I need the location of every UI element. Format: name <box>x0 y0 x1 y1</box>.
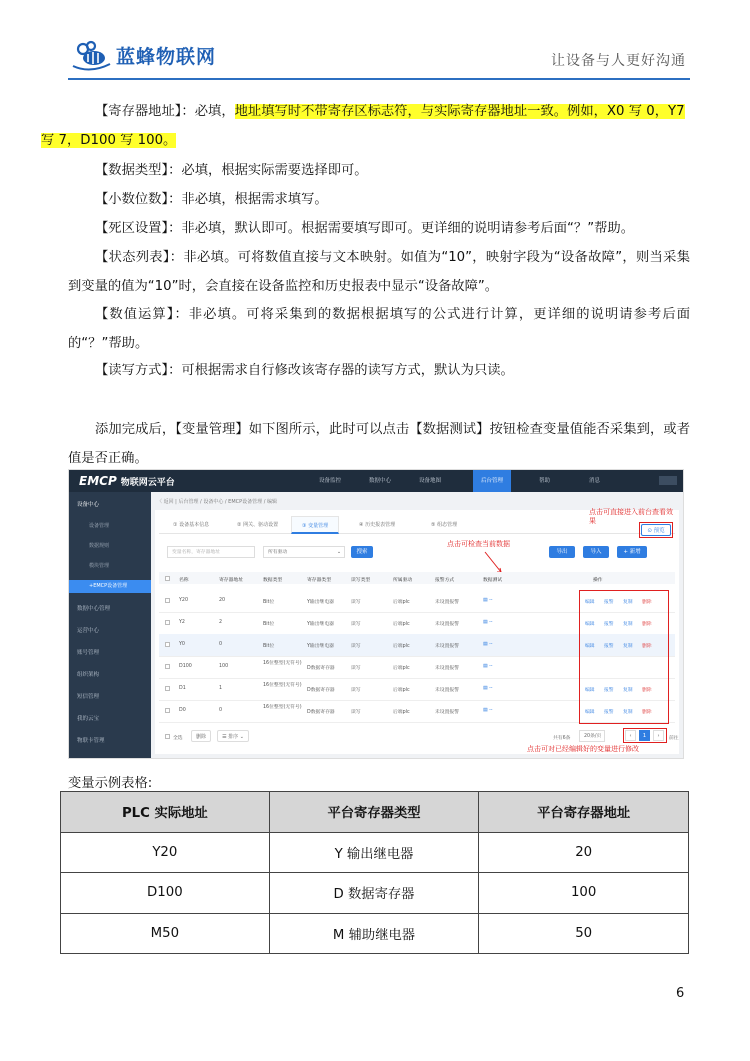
annotation-preview: 点击可直接进入前台查看效果 <box>589 508 673 525</box>
row-checkbox[interactable] <box>165 642 170 647</box>
cell-dtype: Bit位 <box>263 644 275 649</box>
op-edit-link[interactable]: 编辑 <box>585 622 595 627</box>
brand-sub: 物联网云平台 <box>120 478 175 488</box>
cell-name: Y20 <box>179 598 189 603</box>
data-test-icon: ▤ <box>483 598 490 603</box>
sidebar-accounts[interactable]: 账号管理 <box>77 650 100 656</box>
cell-addr: 0 <box>219 642 223 647</box>
sidebar-device-manage[interactable]: 设备管理 <box>89 523 110 529</box>
cell-addr: 1 <box>219 686 223 691</box>
page-header <box>68 38 690 80</box>
data-test-value: -- <box>489 686 493 691</box>
cell-rw: 读写 <box>351 710 361 715</box>
row-checkbox[interactable] <box>165 598 170 603</box>
op-copy-link[interactable]: 复制 <box>623 644 633 649</box>
cell-rw: 读写 <box>351 600 361 605</box>
chevron-right-icon: › <box>657 733 660 739</box>
reg-addr-highlight: 地址填写时不带寄存区标志符，与实际寄存器地址一致。例如，X0 写 0，Y7 <box>234 104 685 119</box>
table-row <box>61 913 689 954</box>
total-count: 共有6条 <box>553 736 571 741</box>
cell-dtype: Bit位 <box>263 600 275 605</box>
paragraph-after-add: 添加完成后，【变量管理】如下图所示，此时可以点击【数据测试】按钮检查变量值能否采集到，或者值是否正确。 <box>68 422 690 466</box>
data-test-button[interactable] <box>483 642 493 647</box>
cell-rtype: D数据寄存器 <box>307 688 335 693</box>
row-checkbox[interactable] <box>165 686 170 691</box>
col-test: 数据测试 <box>483 578 503 583</box>
select-all-label: 全选 <box>173 736 183 741</box>
cell-drv: 后端plc <box>393 666 410 671</box>
nav-messages[interactable]: 消息 <box>589 478 601 484</box>
row-checkbox[interactable] <box>165 708 170 713</box>
cell-alarm: 未设置报警 <box>435 600 459 605</box>
cell-register-type: M 辅助继电器 <box>269 913 479 954</box>
brand-logo: EMCP <box>79 474 117 488</box>
op-edit-link[interactable]: 编辑 <box>585 600 595 605</box>
nav-device-map[interactable]: 设备地图 <box>419 478 442 484</box>
cell-name: D1 <box>179 686 186 691</box>
op-copy-link[interactable]: 复制 <box>623 710 633 715</box>
cell-rtype: Y输出继电器 <box>307 644 334 649</box>
cell-register-address: 20 <box>479 832 689 873</box>
cell-alarm: 未设置报警 <box>435 666 459 671</box>
page-1-button[interactable]: 1 <box>639 730 650 741</box>
paragraph-deadband: 【死区设置】：非必填，默认即可。根据需要填写即可。更详细的说明请参考后面“？”帮助。 <box>95 221 635 236</box>
cell-rtype: Y输出继电器 <box>307 622 334 627</box>
select-all-checkbox-head[interactable] <box>165 576 170 581</box>
page-size-select[interactable]: 20条/页 <box>579 730 605 742</box>
row-checkbox[interactable] <box>165 664 170 669</box>
op-alarm-link[interactable]: 报警 <box>604 622 614 627</box>
col-driver: 所属驱动 <box>393 578 413 583</box>
col-dtype: 数据类型 <box>263 578 283 583</box>
op-alarm-link[interactable]: 报警 <box>604 688 614 693</box>
cell-rw: 读写 <box>351 644 361 649</box>
platform-screenshot <box>68 469 684 759</box>
tab-gateway[interactable]: ② 网关、驱动设置 <box>237 522 279 528</box>
sort-label: 排序 <box>228 734 239 740</box>
header-register-type: 平台寄存器类型 <box>269 792 479 833</box>
data-test-value: -- <box>489 620 493 625</box>
bee-logo-icon <box>70 38 114 72</box>
search-input[interactable]: 变量名称，寄存器地址 <box>167 546 255 558</box>
data-test-icon: ▤ <box>483 664 490 669</box>
data-test-button[interactable] <box>483 686 493 691</box>
cell-dtype: Bit位 <box>263 622 275 627</box>
select-all-checkbox[interactable] <box>165 734 170 739</box>
batch-delete-button[interactable]: 删除 <box>191 730 211 742</box>
breadcrumb[interactable]: 〈 返回 | 后台管理 / 设备中心 / EMCP设备管理 / 编辑 <box>157 499 278 505</box>
cell-drv: 后端plc <box>393 644 410 649</box>
op-alarm-link[interactable]: 报警 <box>604 644 614 649</box>
cell-plc-address: M50 <box>61 913 270 954</box>
cell-rtype: D数据寄存器 <box>307 666 335 671</box>
sidebar-operations[interactable]: 运营中心 <box>77 628 100 634</box>
cell-dtype: 16位整型(无符号) <box>263 705 302 710</box>
cell-drv: 后端plc <box>393 600 410 605</box>
page-number: 6 <box>676 986 685 1001</box>
op-edit-link[interactable]: 编辑 <box>585 710 595 715</box>
data-test-button[interactable] <box>483 620 493 625</box>
cell-alarm: 未设置报警 <box>435 622 459 627</box>
logo <box>70 38 216 72</box>
paragraph-rw-mode: 【读写方式】：可根据需求自行修改该寄存器的读写方式，默认为只读。 <box>95 363 514 378</box>
col-rw: 读写类型 <box>351 578 371 583</box>
op-copy-link[interactable]: 复制 <box>623 622 633 627</box>
col-rtype: 寄存器类型 <box>307 578 331 583</box>
driver-select-value: 所有驱动 <box>268 550 288 555</box>
nav-admin[interactable]: 后台管理 <box>473 470 511 492</box>
data-test-button[interactable] <box>483 664 493 669</box>
ops-highlight <box>579 590 669 724</box>
table-row <box>61 832 689 873</box>
paragraph-calc: 【数值运算】：非必填。可将采集到的数据根据填写的公式进行计算，更详细的说明请参考后面的“？”帮助。 <box>68 307 690 351</box>
sidebar <box>69 492 151 759</box>
reg-addr-highlight-2: 写 7，D100 写 100。 <box>41 133 177 148</box>
col-ops: 操作 <box>593 578 603 583</box>
top-bar <box>69 470 684 492</box>
preview-icon: ⊙ <box>647 528 654 534</box>
annotation-edit: 点击可对已经编辑好的变量进行修改 <box>527 745 639 753</box>
paragraph-status-list: 【状态列表】：非必填。可将数值直接与文本映射。如值为“10”，映射字段为“设备故障”，则当采集到变量的值为“10”时，会直接在设备监控和历史报表中显示“设备故障”。 <box>68 250 690 294</box>
table-caption: 变量示例表格: <box>68 776 153 791</box>
op-edit-link[interactable]: 编辑 <box>585 644 595 649</box>
cell-rw: 读写 <box>351 666 361 671</box>
op-del-link[interactable]: 删除 <box>642 710 652 715</box>
sidebar-data-rules[interactable]: 数据规则 <box>89 543 110 549</box>
op-del-link[interactable]: 删除 <box>642 644 652 649</box>
add-button[interactable]: + 新增 <box>617 546 647 558</box>
import-button[interactable]: 导入 <box>583 546 609 558</box>
data-test-value: -- <box>489 708 493 713</box>
cell-alarm: 未设置报警 <box>435 644 459 649</box>
op-copy-link[interactable]: 复制 <box>623 688 633 693</box>
cell-name: Y0 <box>179 642 185 647</box>
cell-register-type: Y 输出继电器 <box>269 832 479 873</box>
sidebar-org[interactable]: 组织架构 <box>77 672 100 678</box>
chevron-down-icon: ⌄ <box>336 550 341 555</box>
cell-addr: 100 <box>219 664 229 669</box>
sidebar-iot-card[interactable]: 物联卡管理 <box>77 738 105 744</box>
driver-select[interactable] <box>263 546 345 558</box>
cell-name: D100 <box>179 664 192 669</box>
pager-highlight <box>623 728 667 743</box>
op-edit-link[interactable]: 编辑 <box>585 688 595 693</box>
data-test-icon: ▤ <box>483 686 490 691</box>
cell-rtype: Y输出继电器 <box>307 600 334 605</box>
cell-rw: 读写 <box>351 622 361 627</box>
annotation-test: 点击可检查当前数据 <box>447 540 510 548</box>
tab-variables[interactable]: ③ 变量管理 <box>291 516 339 534</box>
search-button[interactable]: 搜索 <box>351 546 373 558</box>
sidebar-device-center[interactable]: 设备中心 <box>77 502 100 508</box>
sidebar-emcp-device[interactable]: +EMCP设备管理 <box>69 580 151 593</box>
nav-data-center[interactable]: 数据中心 <box>369 478 392 484</box>
sidebar-module-manage[interactable]: 模块管理 <box>89 563 110 569</box>
op-del-link[interactable]: 删除 <box>642 622 652 627</box>
cell-plc-address: D100 <box>61 873 270 914</box>
op-alarm-link[interactable]: 报警 <box>604 710 614 715</box>
goto-label: 前往 <box>669 736 679 741</box>
brand <box>79 474 175 488</box>
cell-name: Y2 <box>179 620 185 625</box>
chevron-left-icon: ‹ <box>629 733 632 739</box>
cell-drv: 后端plc <box>393 688 410 693</box>
cell-drv: 后端plc <box>393 710 410 715</box>
cell-alarm: 未设置报警 <box>435 688 459 693</box>
cell-rtype: D数据寄存器 <box>307 710 335 715</box>
col-name: 名称 <box>179 578 189 583</box>
op-del-link[interactable]: 删除 <box>642 688 652 693</box>
data-test-icon: ▤ <box>483 642 490 647</box>
preview-label: 预览 <box>653 528 665 534</box>
cell-addr: 0 <box>219 708 223 713</box>
cell-rw: 读写 <box>351 688 361 693</box>
cell-register-type: D 数据寄存器 <box>269 873 479 914</box>
data-test-button[interactable] <box>483 708 493 713</box>
data-test-value: -- <box>489 598 493 603</box>
sort-icon: ☰ <box>222 734 229 740</box>
header-register-address: 平台寄存器地址 <box>479 792 689 833</box>
chevron-down-icon: ⌄ <box>238 734 244 740</box>
row-checkbox[interactable] <box>165 620 170 625</box>
cell-drv: 后端plc <box>393 622 410 627</box>
cell-addr: 20 <box>219 598 226 603</box>
variable-example-table <box>60 791 689 954</box>
cell-plc-address: Y20 <box>61 832 270 873</box>
op-alarm-link[interactable]: 报警 <box>604 600 614 605</box>
sidebar-data-center-manage[interactable]: 数据中心管理 <box>77 606 111 612</box>
tab-history[interactable]: ④ 历史报表管理 <box>359 522 396 528</box>
cell-register-address: 50 <box>479 913 689 954</box>
tab-basic-info[interactable]: ① 设备基本信息 <box>173 522 210 528</box>
paragraph-decimals: 【小数位数】：非必填，根据需求填写。 <box>95 192 328 207</box>
tab-scada[interactable]: ⑤ 组态管理 <box>431 522 458 528</box>
paragraph-register-address <box>41 97 690 155</box>
data-test-value: -- <box>489 642 493 647</box>
reg-addr-label: 【寄存器地址】：必填， <box>95 104 235 119</box>
table-header-row <box>61 792 689 833</box>
data-test-icon: ▤ <box>483 708 490 713</box>
nav-device-monitor[interactable]: 设备监控 <box>319 478 342 484</box>
cell-addr: 2 <box>219 620 223 625</box>
cell-dtype: 16位整型(无符号) <box>263 683 302 688</box>
cell-name: D0 <box>179 708 186 713</box>
logo-text: 蓝蜂物联网 <box>116 45 217 68</box>
slogan: 让设备与人更好沟通 <box>551 53 686 69</box>
user-avatar[interactable] <box>659 476 677 485</box>
cell-alarm: 未设置报警 <box>435 710 459 715</box>
table-row <box>61 873 689 914</box>
data-test-button[interactable] <box>483 598 493 603</box>
nav-help[interactable]: 帮助 <box>539 478 551 484</box>
sort-button[interactable] <box>217 730 249 742</box>
op-del-link[interactable]: 删除 <box>642 600 652 605</box>
col-alarm: 报警方式 <box>435 578 455 583</box>
op-copy-link[interactable]: 复制 <box>623 600 633 605</box>
sidebar-cloud[interactable]: 我的云宝 <box>77 716 100 722</box>
data-test-icon: ▤ <box>483 620 490 625</box>
cell-dtype: 16位整型(无符号) <box>263 661 302 666</box>
header-plc-address: PLC 实际地址 <box>61 792 270 833</box>
main-card <box>155 510 679 754</box>
col-addr: 寄存器地址 <box>219 578 243 583</box>
sidebar-sms[interactable]: 短信管理 <box>77 694 100 700</box>
cell-register-address: 100 <box>479 873 689 914</box>
data-test-value: -- <box>489 664 493 669</box>
paragraph-data-type: 【数据类型】：必填，根据实际需要选择即可。 <box>95 163 368 178</box>
export-button[interactable]: 导出 <box>549 546 575 558</box>
